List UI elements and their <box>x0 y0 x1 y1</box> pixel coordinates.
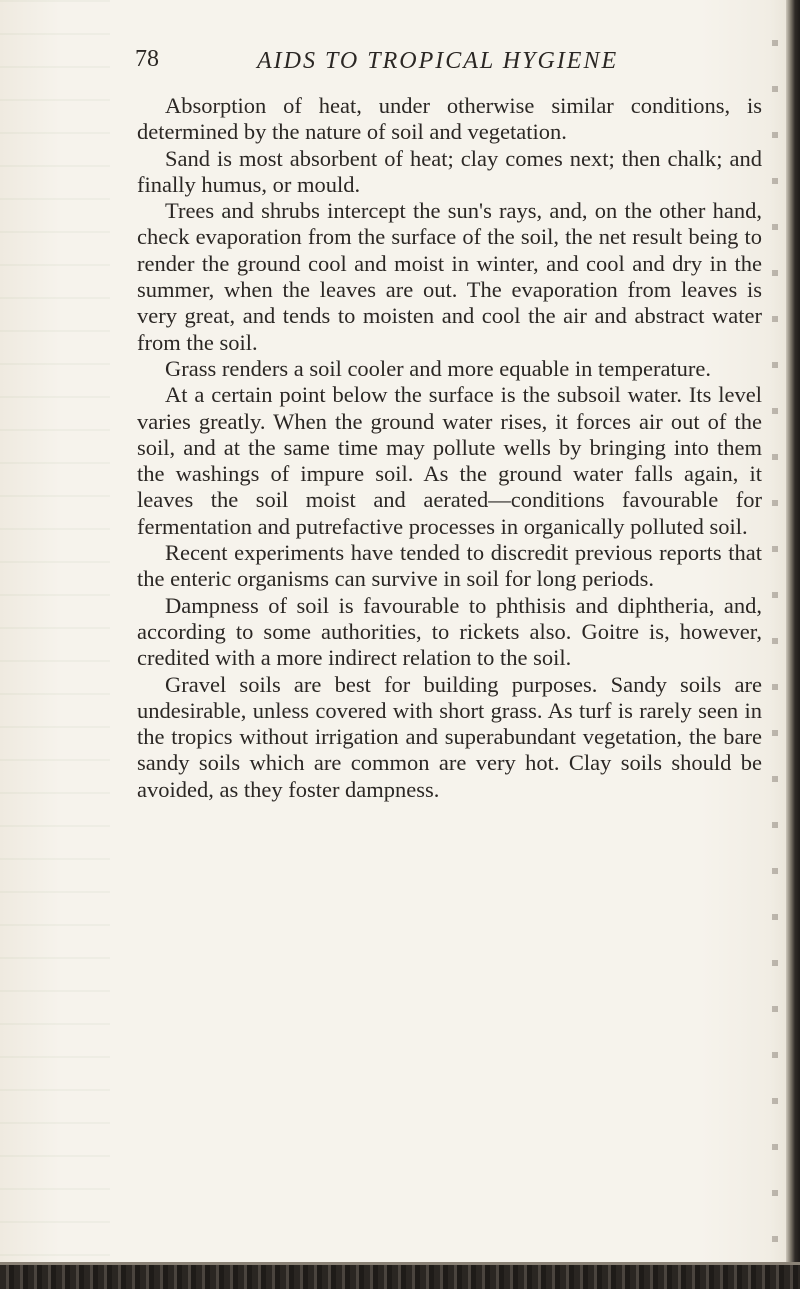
paragraph-dampness: Dampness of soil is favourable to phthisis and diphtheria, and, according to some authorities, to rickets also. Goitre is, however, credited with a more indirect relation to the soil. <box>137 592 762 671</box>
left-margin-bleed-through <box>0 0 110 1289</box>
body-text <box>137 93 762 803</box>
paragraph-trees: Trees and shrubs intercept the sun's rays, and, on the other hand, check evaporation from the surface of the soil, the net result being to render the ground cool and moist in winter, and cool and dry in the summer, when the leaves are out. The evaporation from leaves is very great, and tends to moisten and cool the air and abstract water from the soil. <box>137 198 762 355</box>
page-header <box>135 44 755 80</box>
paragraph-subsoil-water: At a certain point below the surface is the subsoil water. Its level varies greatly. When the ground water rises, it forces air out of the soil, and at the same time may pollute wells by bringing into them the washings of impure soil. As the ground water falls again, it leaves the soil moist and aerated—conditions favourable for fermentation and putrefactive processes in organically polluted soil. <box>137 382 762 539</box>
page-number: 78 <box>135 46 159 72</box>
bottom-page-edge <box>0 1265 800 1289</box>
right-page-edge <box>786 0 800 1289</box>
paragraph-absorption: Absorption of heat, under otherwise similar conditions, is determined by the nature of soil and vegetation. <box>137 93 762 145</box>
paragraph-sand: Sand is most absorbent of heat; clay comes next; then chalk; and finally humus, or mould. <box>137 145 762 197</box>
right-edge-marks <box>772 0 778 1289</box>
paragraph-grass: Grass renders a soil cooler and more equable in temperature. <box>165 355 712 381</box>
running-head: AIDS TO TROPICAL HYGIENE <box>257 48 619 74</box>
paragraph-experiments: Recent experiments have tended to discredit previous reports that the enteric organisms can survive in soil for long periods. <box>137 540 762 592</box>
paragraph-gravel: Gravel soils are best for building purposes. Sandy soils are undesirable, unless covered with short grass. As turf is rarely seen in the tropics without irrigation and superabundant vegetation, the bare sandy soils which are common are very hot. Clay soils should be avoided, as they foster dampness. <box>137 671 762 802</box>
